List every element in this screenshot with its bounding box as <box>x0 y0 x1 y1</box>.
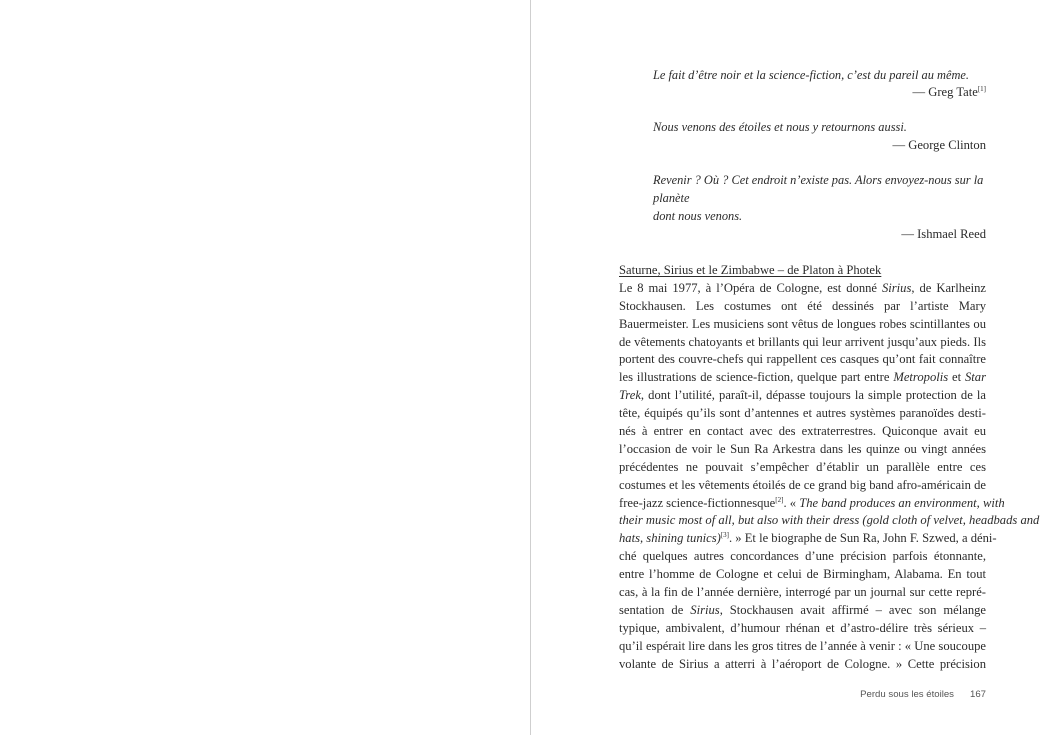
text-line: qu’il espérait lire dans les gros titres de l’année à venir : « Une soucoupe <box>619 638 986 653</box>
italic-quote: their music most of all, but also with their dress (gold cloth of velvet, headbads and <box>619 513 1040 528</box>
epigraph-author-name: — Greg Tate <box>912 85 978 99</box>
text-run: Le 8 mai 1977, à l’Opéra de Cologne, est donné <box>619 280 882 295</box>
text-line: Bauermeister. Les musiciens sont vêtus de longues robes scintillantes ou <box>619 316 986 331</box>
text-run: . « <box>783 495 800 510</box>
italic-quote: hats, shining tunics) <box>619 531 721 546</box>
text-line: ché quelques autres concordances d’une précision parfois étonnante, <box>619 549 986 564</box>
epigraphs-block <box>653 66 986 243</box>
text-line: portent des couvre-chefs qui rappellent ces casques qu’ont fait connaître <box>619 352 986 367</box>
text-line: volante de Sirius a atterri à l’aéroport de Cologne. » Cette précision <box>619 656 986 671</box>
running-title: Perdu sous les étoiles <box>860 689 954 700</box>
text-line <box>619 280 986 298</box>
chapter-body <box>619 262 1040 674</box>
footnote-ref[interactable]: [1] <box>977 85 986 93</box>
text-run: et <box>948 370 965 385</box>
italic-title: Trek <box>619 388 641 403</box>
text-line <box>619 512 1040 530</box>
text-line <box>619 602 986 620</box>
text-line: de vêtements chatoyants et brillants qui leur arrivent jusqu’aux pieds. Ils <box>619 334 986 349</box>
text-run: , dont l’utilité, paraît-il, dépasse toujours la simple protection de la <box>640 388 986 403</box>
footnote-ref[interactable]: [3] <box>720 531 729 540</box>
epigraph-quote: Nous venons des étoiles et nous y retournons aussi. <box>653 120 907 134</box>
text-line <box>619 530 997 548</box>
footnote-ref[interactable]: [2] <box>775 495 784 504</box>
page-number: 167 <box>969 689 986 700</box>
text-run: les illustrations de science-fiction, quelque part entre <box>619 370 894 385</box>
italic-title: Sirius <box>881 280 912 295</box>
page-footer <box>838 689 986 700</box>
text-run: , Stockhausen avait affirmé – avec son mélange <box>719 602 987 617</box>
epigraph-author: — George Clinton <box>892 138 986 152</box>
italic-title: Metropolis <box>893 370 949 385</box>
text-line: cas, à la fin de l’année dernière, interrogé par un journal sur cette repré- <box>619 585 986 600</box>
text-line <box>619 369 986 387</box>
epigraph-greg-tate <box>653 66 986 101</box>
text-run: free-jazz science-fictionnesque <box>619 495 776 510</box>
body-paragraph <box>619 280 1040 674</box>
epigraph-quote <box>653 171 986 225</box>
epigraph-author: — Ishmael Reed <box>901 227 986 241</box>
epigraph-author <box>653 83 986 101</box>
text-line <box>619 495 1005 513</box>
text-line <box>619 387 986 405</box>
epigraph-george-clinton <box>653 118 986 154</box>
epigraph-ishmael-reed <box>653 171 986 243</box>
text-run: , de Karlheinz <box>911 280 987 295</box>
text-line: Stockhausen. Les costumes ont été dessinés par l’artiste Mary <box>619 298 986 313</box>
text-run: . » Et le biographe de Sun Ra, John F. Szwed, a déni- <box>728 531 997 546</box>
italic-title: Star <box>965 370 986 385</box>
text-line: entre l’homme de Cologne et celui de Birmingham, Alabama. En tout <box>619 567 986 582</box>
epigraph-quote-line: dont nous venons. <box>653 209 743 223</box>
section-heading: Saturne, Sirius et le Zimbabwe – de Platon à Photek <box>619 263 882 277</box>
text-line: l’occasion de voir le Sun Ra Arkestra dans les quinze ou vingt années <box>619 441 986 456</box>
text-line: nés à entrer en contact avec des extraterrestres. Quiconque avait eu <box>619 424 986 439</box>
text-line: tête, équipés qu’ils sont d’antennes et autres systèmes paranoïdes desti- <box>619 406 986 421</box>
italic-quote: The band produces an environment, with <box>799 495 1005 510</box>
epigraph-quote: Le fait d’être noir et la science-fiction, c’est du pareil au même. <box>653 68 969 82</box>
text-line: costumes et les vêtements étoilés de ce grand big band afro-américain de <box>619 477 986 492</box>
text-line: typique, ambivalent, d’humour rhénan et d’astro-délire très sérieux – <box>619 620 986 635</box>
text-line: précédentes ne pouvait s’empêcher d’établir un parallèle entre ces <box>619 459 986 474</box>
epigraph-quote-line: Revenir ? Où ? Cet endroit n’existe pas. Alors envoyez-nous sur la planète <box>653 173 984 205</box>
text-run: sentation de <box>619 602 691 617</box>
italic-title: Sirius <box>690 602 720 617</box>
